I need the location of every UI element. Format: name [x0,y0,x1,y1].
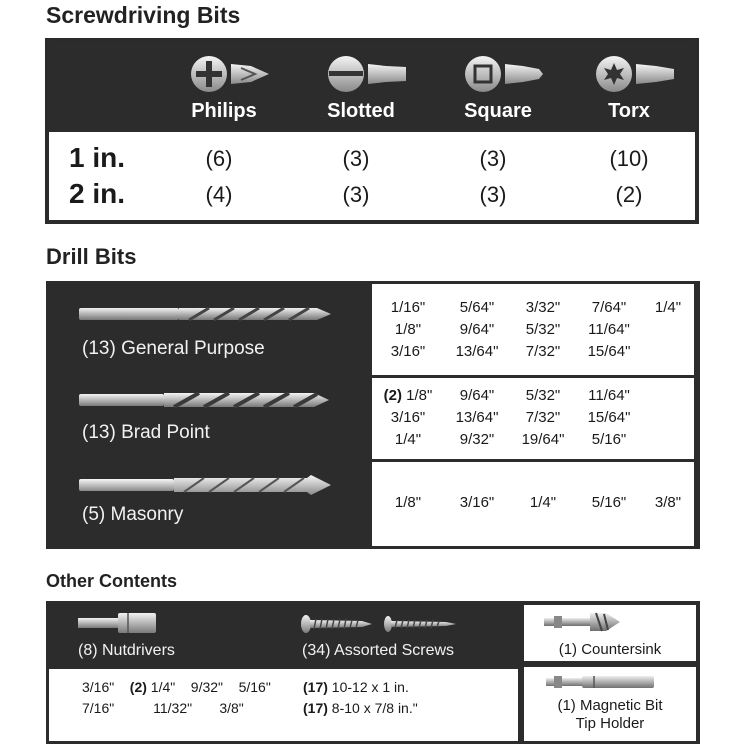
magnetic-label-line1: (1) Magnetic Bit [557,697,663,714]
countersink-icon [544,611,624,633]
size-cell: 5/16" [591,431,627,448]
size-cell: 15/64" [587,343,631,360]
size-cell [372,385,444,407]
screwdriving-table [45,38,699,224]
slotted-label: Slotted [327,100,395,122]
count-square-2in: (3) [479,182,507,207]
qty-prefix: (17) [303,679,328,695]
count-square-1in: (3) [479,146,507,171]
size-cell: 1/4" [394,431,422,448]
size-cell: 11/64" [588,321,630,338]
other-contents-table [46,601,700,744]
size-cell: 1/4" [529,494,557,511]
torx-label: Torx [608,100,650,122]
size-cell: 13/64" [455,343,499,360]
general-purpose-label: (13) General Purpose [82,338,265,359]
size-cell: 3/32" [525,299,561,316]
screwdriving-header [49,42,695,132]
size-value: 7/16" [82,700,115,716]
size-cell: 5/16" [591,494,627,511]
size-value: 5/16" [238,679,271,695]
magnetic-bit-holder-icon [546,673,656,691]
size-cell: 7/32" [525,343,561,360]
size-cell: 7/64" [591,299,627,316]
size-cell [642,341,694,363]
screws-label: (34) Assorted Screws [302,642,455,659]
size-value: 1/4" [150,679,176,695]
philips-column [149,42,299,132]
size-cell: 15/64" [587,409,631,426]
masonry-drill-bit-icon [79,473,334,497]
size-cell: 1/16" [390,299,426,316]
screwdriving-title: Screwdriving Bits [46,2,241,28]
size-value: 3/8" [219,700,244,716]
other-contents-title: Other Contents [46,571,178,591]
masonry-sizes [372,462,694,546]
size-value: 9/32" [190,679,224,695]
nutdriver-screw-sizes-panel [49,669,518,741]
size-value: 3/16" [82,679,115,695]
size-cell: 3/16" [459,494,495,511]
count-philips-1in: (6) [205,146,233,171]
philips-label: Philips [191,100,257,122]
size-cell: 3/16" [390,343,426,360]
general-purpose-drill-bit-icon [79,303,334,325]
size-cell: 1/8" [394,494,422,511]
size-cell: 13/64" [455,409,499,426]
size-cell: 9/64" [459,321,495,338]
square-label: Square [464,100,532,122]
size-cell: 5/32" [525,387,561,404]
size-cell: 7/32" [525,409,561,426]
philips-bit-icon [189,52,279,96]
count-torx-1in: (10) [609,146,649,171]
size-cell: 3/8" [654,494,682,511]
count-slotted-1in: (3) [342,146,370,171]
magnetic-bit-holder-label [524,697,696,733]
screw-sizes-row2 [303,700,418,716]
qty-prefix: (17) [303,700,328,716]
count-torx-2in: (2) [615,182,643,207]
magnetic-bit-holder-panel [524,667,696,741]
torx-bit-icon [594,52,684,96]
brad-point-sizes [372,378,694,459]
nutdrivers-label: (8) Nutdrivers [78,642,175,659]
drill-bits-title: Drill Bits [46,244,137,269]
screw-size: 8-10 x 7/8 in." [331,700,418,716]
size-cell: 3/16" [390,409,426,426]
size-cell: 1/4" [654,299,682,316]
size-cell: 1/8" [394,321,422,338]
size-cell [642,385,694,407]
size-cell: 9/64" [459,387,495,404]
size-cell: 5/64" [459,299,495,316]
size-cell: 5/32" [525,321,561,338]
nutdriver-icon [78,611,158,635]
size-cell [642,429,694,451]
qty-prefix: (2) [129,679,147,695]
general-purpose-sizes [372,284,694,375]
screw-sizes-row1 [303,679,409,695]
square-column [423,42,573,132]
drill-bits-table [46,281,700,549]
magnetic-label-line2: Tip Holder [575,715,645,732]
size-1in-label: 1 in. [69,142,126,173]
size-2in-label: 2 in. [69,178,126,209]
slotted-column [286,42,436,132]
slotted-bit-icon [326,52,416,96]
torx-column [554,42,704,132]
size-cell: 19/64" [521,431,565,448]
square-bit-icon [463,52,553,96]
size-cell [642,407,694,429]
size-value: 11/32" [153,700,193,716]
size-cell [642,319,694,341]
count-philips-2in: (4) [205,182,233,207]
nutdriver-sizes-row2 [82,700,244,716]
screw-size: 10-12 x 1 in. [331,679,409,695]
count-slotted-2in: (3) [342,182,370,207]
size-value: 1/8" [406,387,433,404]
size-cell: 9/32" [459,431,495,448]
countersink-panel [524,605,696,661]
masonry-label: (5) Masonry [82,504,184,525]
screws-icon [300,613,460,635]
size-cell: 11/64" [588,387,630,404]
nutdriver-sizes-row1 [82,679,271,695]
countersink-label: (1) Countersink [558,641,662,658]
qty-prefix: (2) [383,387,402,404]
brad-point-drill-bit-icon [79,389,334,411]
brad-point-label: (13) Brad Point [82,422,210,443]
